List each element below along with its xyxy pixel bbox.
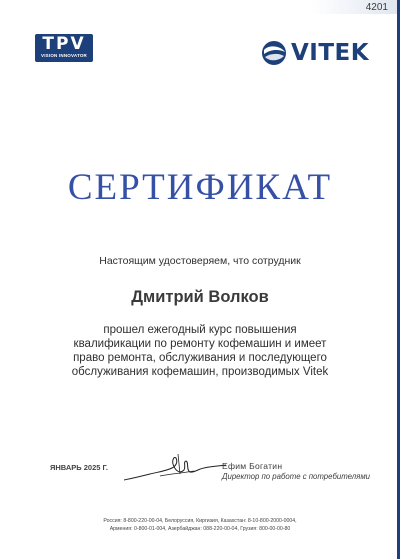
document-number: 4201 [365, 2, 388, 13]
tpv-logo-tagline: VISION INNOVATOR [41, 53, 87, 58]
signer-position: Директор по работе с потребителями [222, 472, 371, 481]
tpv-logo-text: TPV [42, 34, 86, 54]
body-line: обслуживания кофемашин, производимых Vitek [71, 366, 329, 378]
vitek-logo-text: VITEK [291, 40, 370, 66]
intro-text: Настоящим удостоверяем, что сотрудник [99, 255, 301, 267]
body-line: прошел ежегодный курс повышения [103, 324, 297, 336]
signature-image [120, 444, 230, 490]
tpv-logo [35, 34, 93, 62]
signer-name: Ефим Богатин [222, 461, 283, 471]
contact-phones [0, 517, 400, 533]
issue-date: ЯНВАРЬ 2025 Г. [50, 463, 108, 472]
recipient-name: Дмитрий Волков [131, 288, 269, 306]
top-edge-shade [0, 0, 400, 14]
certificate-body [0, 323, 400, 379]
body-line: квалификации по ремонту кофемашин и имеет [73, 338, 327, 350]
certificate-title: СЕРТИФИКАТ [67, 167, 333, 208]
body-line: право ремонта, обслуживания и последующего [73, 352, 327, 364]
contact-line: Армения: 0-800-01-004, Азербайджан: 088-220-00-04, Грузия: 800-00-00-80 [109, 526, 291, 532]
contact-line: Россия: 8-800-220-00-04, Белоруссия, Киргизия, Казахстан: 8-10-800-2000-0004, [103, 518, 297, 524]
vitek-swirl-icon [259, 40, 289, 66]
